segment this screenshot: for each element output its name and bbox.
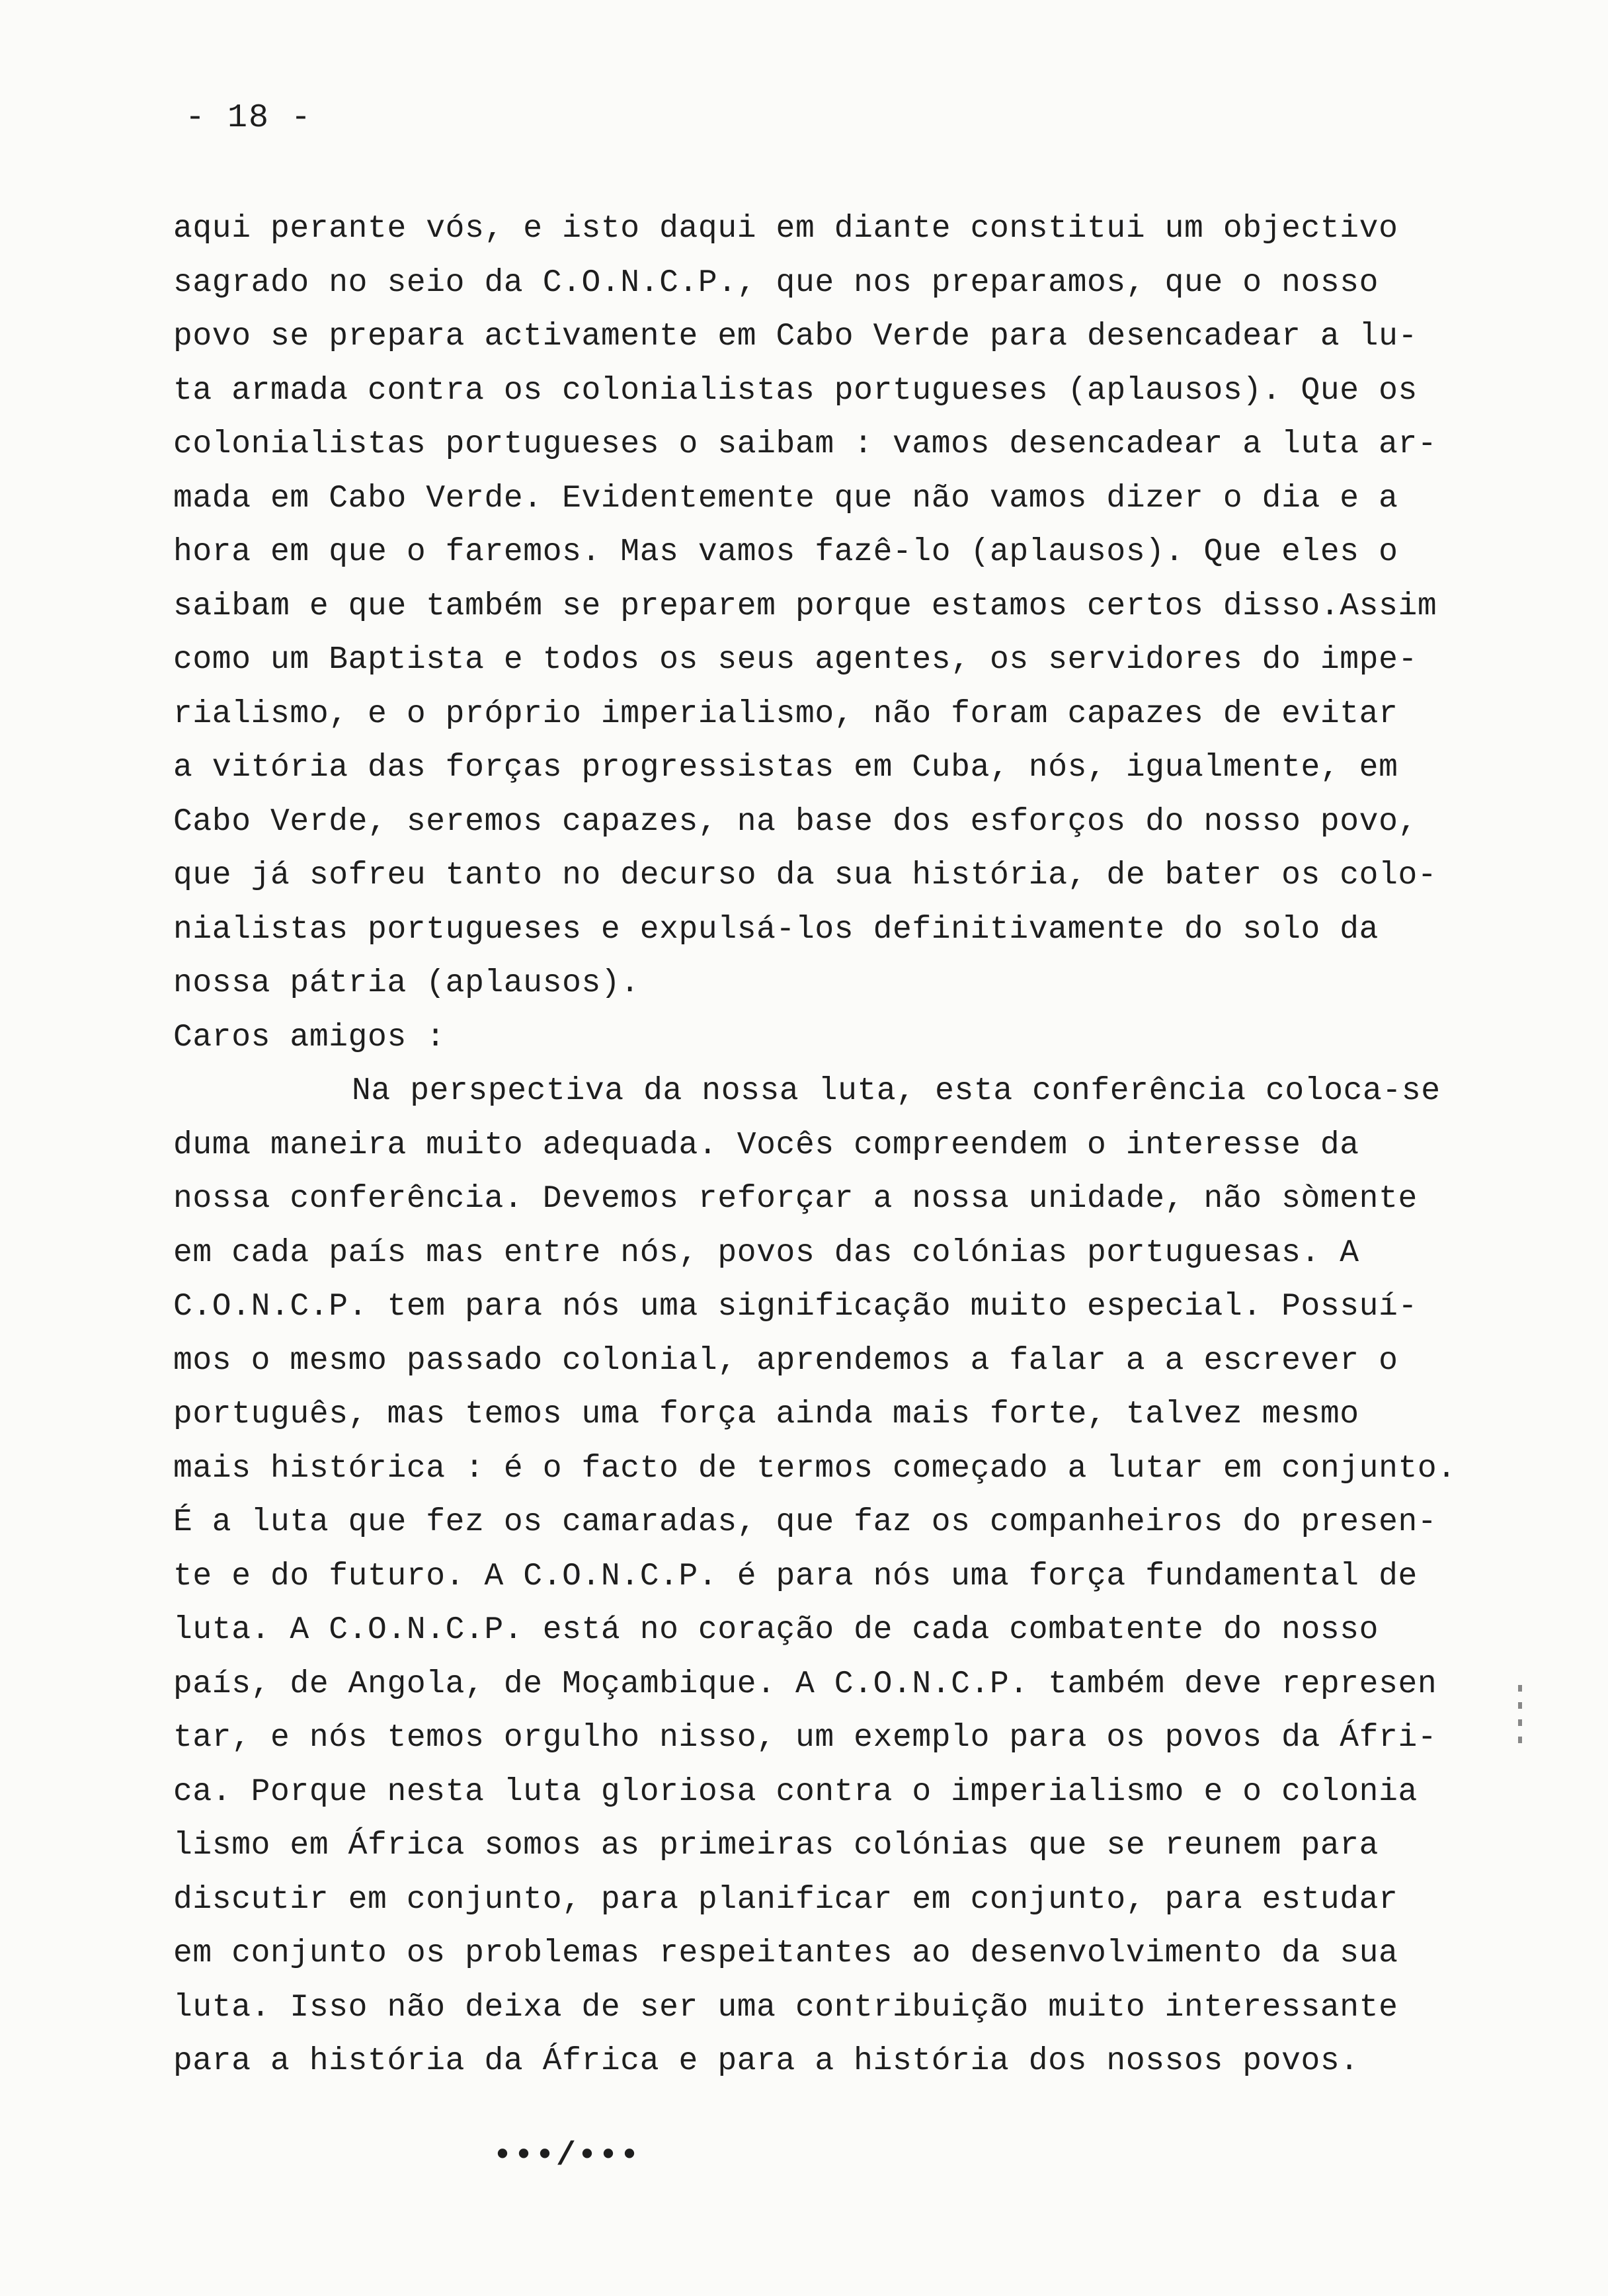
- text-line: mos o mesmo passado colonial, aprendemos a falar a a escrever o: [173, 1342, 1398, 1379]
- margin-tick: [1518, 1719, 1522, 1726]
- margin-tick: [1518, 1685, 1522, 1692]
- text-line: nossa pátria (aplausos).: [173, 965, 640, 1001]
- text-line: colonialistas portugueses o saibam : vamos desencadear a luta ar-: [173, 427, 1437, 462]
- margin-tick: [1518, 1702, 1522, 1709]
- text-line: em conjunto os problemas respeitantes ao desenvolvimento da sua: [173, 1936, 1398, 1971]
- text-line: nossa conferência. Devemos reforçar a nossa unidade, não sòmente: [173, 1181, 1418, 1217]
- text-line: C.O.N.C.P. tem para nós uma significação muito especial. Possuí-: [173, 1289, 1418, 1325]
- text-line: te e do futuro. A C.O.N.C.P. é para nós uma força fundamental de: [173, 1558, 1418, 1594]
- text-line: luta. Isso não deixa de ser uma contribuição muito interessante: [173, 1989, 1398, 2026]
- text-line: em cada país mas entre nós, povos das colónias portuguesas. A: [173, 1235, 1359, 1271]
- text-line: para a história da África e para a história dos nossos povos.: [173, 2043, 1359, 2079]
- text-line: sagrado no seio da C.O.N.C.P., que nos preparamos, que o nosso: [173, 265, 1379, 301]
- text-line: discutir em conjunto, para planificar em conjunto, para estudar: [173, 1881, 1398, 1918]
- text-line: ca. Porque nesta luta gloriosa contra o imperialismo e o colonia: [173, 1774, 1418, 1810]
- text-line: como um Baptista e todos os seus agentes, os servidores do impe-: [173, 642, 1418, 678]
- page-number: - 18 -: [185, 99, 313, 137]
- text-line: país, de Angola, de Moçambique. A C.O.N.C.P. também deve represen: [173, 1666, 1437, 1702]
- text-line: lismo em África somos as primeiras colónias que se reunem para: [173, 1828, 1379, 1864]
- text-line: luta. A C.O.N.C.P. está no coração de cada combatente do nosso: [173, 1612, 1379, 1648]
- salutation: Caros amigos :: [173, 1019, 446, 1055]
- text-line: rialismo, e o próprio imperialismo, não foram capazes de evitar: [173, 696, 1398, 732]
- text-line: que já sofreu tanto no decurso da sua história, de bater os colo-: [173, 858, 1437, 893]
- text-line: nialistas portugueses e expulsá-los definitivamente do solo da: [173, 911, 1379, 948]
- continuation-mark: •••/•••: [493, 2137, 641, 2175]
- text-line: hora em que o faremos. Mas vamos fazê-lo (aplausos). Que eles o: [173, 534, 1398, 570]
- text-line: Cabo Verde, seremos capazes, na base dos esforços do nosso povo,: [173, 803, 1418, 840]
- body-text: [173, 202, 1469, 2089]
- paragraph-first-line: Na perspectiva da nossa luta, esta conferência coloca-se: [352, 1073, 1441, 1109]
- text-line: a vitória das forças progressistas em Cuba, nós, igualmente, em: [173, 750, 1398, 786]
- text-line: tar, e nós temos orgulho nisso, um exemplo para os povos da Áfri-: [173, 1720, 1437, 1756]
- text-line: povo se prepara activamente em Cabo Verde para desencadear a lu-: [173, 319, 1418, 354]
- text-line: mais histórica : é o facto de termos começado a lutar em conjunto.: [173, 1450, 1457, 1487]
- margin-tick: [1518, 1737, 1522, 1743]
- text-line: É a luta que fez os camaradas, que faz os companheiros do presen-: [173, 1504, 1437, 1540]
- text-line: português, mas temos uma força ainda mais forte, talvez mesmo: [173, 1397, 1359, 1432]
- text-line: duma maneira muito adequada. Vocês compreendem o interesse da: [173, 1127, 1359, 1163]
- text-line: ta armada contra os colonialistas portugueses (aplausos). Que os: [173, 372, 1418, 409]
- text-line: saibam e que também se preparem porque estamos certos disso.Assim: [173, 588, 1437, 624]
- text-line: mada em Cabo Verde. Evidentemente que não vamos dizer o dia e a: [173, 480, 1398, 516]
- text-line: aqui perante vós, e isto daqui em diante constitui um objectivo: [173, 211, 1398, 247]
